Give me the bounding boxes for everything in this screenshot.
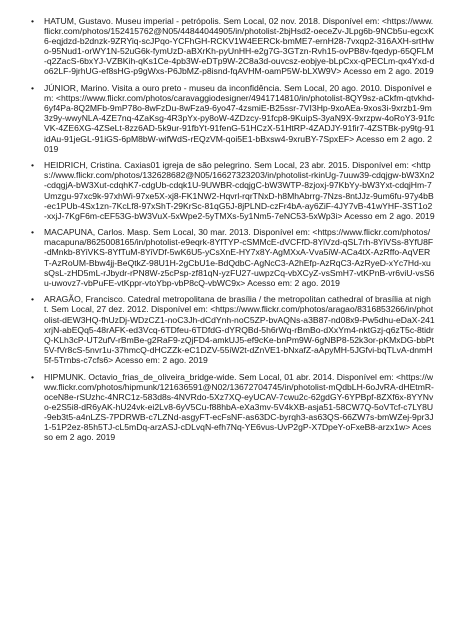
reference-text: HIPMUNK. Octavio_frias_de_oliveira_bridge-wide. Sem Local, 01 abr. 2014. Disponível em: <https://www.flickr.com/photos/hipmunk/121636591@N02/13672704745/in/photolist-mQdbLH-6oJvRA-dHEtmR-oceN8e-rSUzhc-4NRC1z-583d8s-4NVRdo-5Xz7XQ-eyUCAV-7cwu2c-62gdGY-6YPBpf-8ZXf6x-8YYNvo-e2S5i8-dR6yAK-hU24vk-ei2Lv8-6yV5Cu-f88hbA-eXa3mv-5V4kXB-asja51-58CW7Q-5oVTcf-c7LY8U-9eb3t5-a4nLZS-7PDRWB-c7LZNd-asgyFT-ecFsNF-as63DC-byrqh3-as63QS-66ZW7s-bmWZej-9pr3J1-51P2ez-85h5TJ-cL5mDq-arzASJ-cDLvqN-efh7Nq-YE6vus-UvP2gP-X7DpeY-oFxeB8-arzx1w> Acesso em 2 ago. 2019 xyxy=(44,371,434,443)
reference-item-macapuna xyxy=(30,227,435,288)
bullet-icon: • xyxy=(31,371,35,382)
bullet-icon: • xyxy=(31,227,35,238)
reference-text: JÚNIOR, Marino. Visita a ouro preto - museu da inconfidência. Sem Local, 20 ago. 2010. Disponível em: <https://www.flickr.com/photos/caravaggiodesigner/4941714810/in/photolist-8QY9sz-aCkfm-qtvkhd-6yf4Pa-8Q2MFb-9mP78o-8wFzDu-8wFza9-6yo47-4zsmiE-B25ssr-7VI3Hp-9xoAEa-9xos3i-9xrzb1-9m3z9y-wwyNLA-4ZE7nq-4ZaKsg-4R3pYx-py8oW-4ZDzcy-91fcp8-9KuipS-3yaN9X-9xrzpw-4oRoY3-91fcVK-4ZE6XG-4ZSeLt-8zz6AD-5k9ur-91fbYt-91fenG-51HCzX-51HtRP-4ZADJY-91fir7-4ZSTBk-py9tg-91idAu-91jeGL-91iGS-6pM8bW-wifWdS-rEQzVM-qoi5E1-bBxsw4-9xruBY-7SpxEF> Acesso em 2 ago. 2019 xyxy=(44,83,435,154)
bullet-icon: • xyxy=(31,16,35,26)
reference-item-heidrich xyxy=(30,160,435,221)
reference-text: MACAPUNA, Carlos. Masp. Sem Local, 30 mar. 2013. Disponível em: <https://www.flickr.com/photos/macapuna/8625008165/in/photolist-e9eqrk-8YfTYP-cSMMcE-dVCFfD-8YiVzd-qSL7rh-8YiVSs-8YfU8F-dMnkb-8YiVKS-8YfTuM-8YiVDf-5wK6U5-yCsXnE-HY7x8Y-AgMXxA-Vva5iW-ACa4tX-AzRffo-AqVERT-AzRoUM-Bbw4jj-BeQtkZ-98U1H-2gCbU1e-BdQdbC-AgNcC3-A2hEfp-AzRqC3-AzRyeD-xYc7Hd-xusQsL-zHD5mL-rJbydr-rPN8W-z5cPsp-zf81qN-yzFU27-uwpzCq-vbXCyZ-vsSmH7-vtKPnB-vr6viU-vsS6u-uwovz7-vbPuFE-vtKppr-vtoYbp-vbP8cQ-vbWC9x> Acesso em: 2 ago. 2019 xyxy=(44,227,435,288)
bullet-icon: • xyxy=(31,294,35,305)
reference-item-hipmunk xyxy=(30,372,435,443)
reference-text: HATUM, Gustavo. Museu imperial - petrópolis. Sem Local, 02 nov. 2018. Disponível em: <https://www.flickr.com/photos/152415762@N05/44844044905/in/photolist-2bjHsd2-oeceZv-JLpg6b-9NCb5u-egcxK6-eqjdzd-b2dnzk-9ZRYiq-scJPqo-YCFhGH-RCKV1W4EERCk-bmME7-ernH28-7vxqp2-316AXH-srtHwo-95Nud1-orWY1N-52uG6k-fymUzD-aBXrKh-pyUnHH-e2g7G-3GTzn-Rvh15-ovPB8v-fqedyp-65QFLM-q2ZacS-6bxYJ-VZBKih-qKs1Ce-4pb3W-eDTp9W-2C8a3d-ouvcsz-eobjye-bLpCxx-qPECLm-qx4Yxd-do62LF-9jrhUG-ef8sHG-p9gWxs-P6JbMZ-p8isnd-fqAVHM-oamP5W-bLXW9V> Acesso em 2 ago. 2019 xyxy=(44,16,435,77)
reference-item-hatum xyxy=(30,16,435,77)
reference-item-aragao xyxy=(30,294,435,365)
reference-list xyxy=(30,16,435,442)
reference-text: ARAGÃO, Francisco. Catedral metropolitana de brasília / the metropolitan cathedral of brasília at night. Sem Local, 27 dez. 2012. Disponível em: <https://www.flickr.com/photos/aragao/8316853266/in/photolist-dEW3HQ-fhUzDj-WDzCZ1-noC3Jh-dCdYnh-noC5ZP-bvAQNs-a3B87-nd08x9-Pw5dhu-eDaX-241xrjN-abEQq5-48rAFK-ed3Vcq-6TDfeu-6TDfdG-dYRQBd-5h6rWq-rBmBo-dXxYm4-nktGzj-q6zT5c-8tidrQ-KLh3cP-UT2ufV-rBmBe-g2RaF9-zQjFD4-amkUJ5-ef9cKe-bnPm9W-6gNBP8-52k3or-pKMxDG-bbPt5V-fVr8cS-5nvr1u-37hmcQ-dHCZZk-eC1DZV-55iW2t-dZnVE1-bNxafZ-aApyMH-5JGfvi-bqTLvA-dnmH5f-5Trnbs-c7cfs6> Acesso em: 2 ago. 2019 xyxy=(44,294,435,365)
reference-item-junior xyxy=(30,83,435,154)
reference-text: HEIDRICH, Cristina. Caxias01 igreja de são pelegrino. Sem Local, 23 abr. 2015. Disponível em: <https://www.flickr.com/photos/132628682@N05/16627323203/in/photolist-rkinUg-7uuw39-cdqjgw-bW3Xn2-cdqgjA-bW3Xut-cdqhK7-cdgUb-cdqk1U-9UWBR-cdqjgC-bW3WTP-8zjoxj-97KbYy-bW3Yxt-cdqjHm-7Umzgu-97xc9k-97xhWi-97xe5X-xj8-FK1NW2-Hqvrl-rqrTNxD-h8MhAbrrg-7Nzs-8ntJJz-9um6fu-97y4bB-ec1PUb-4Sx1zn-7KcLf8-97xShT-29KrSc-81qG5J-8jPLND-czFr4bA-ay6ZiF-4JY7vB-41wYHF-3ST1o2-xxjJ-7KgF6m-cEF53G-bW3VuX-5xWpe2-5yTMXs-5y1Nm5-7eNC53-5xWp3i> Acesso em 2 ago. 2019 xyxy=(44,160,435,221)
bullet-icon: • xyxy=(31,160,35,171)
bullet-icon: • xyxy=(31,83,35,94)
